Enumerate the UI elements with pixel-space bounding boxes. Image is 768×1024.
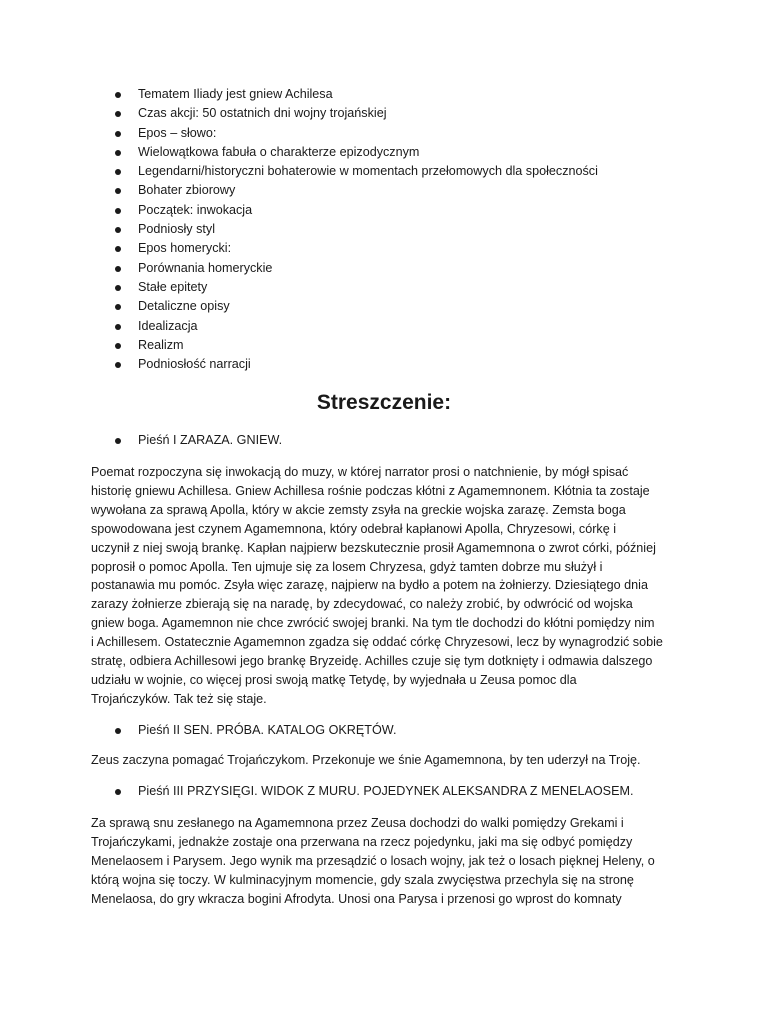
list-item-text: Podniosły styl xyxy=(138,222,215,237)
list-item-text: Epos homerycki: xyxy=(138,241,232,256)
paragraph-line: Menelaosa, do gry wkracza bogini Afrodyta. Unosi ona Parysa i przenosi go wprost do komnaty xyxy=(91,891,622,906)
list-item xyxy=(0,201,598,220)
section-paragraph xyxy=(91,463,691,709)
list-item-text: Realizm xyxy=(138,337,184,352)
section-title-text: Pieśń I ZARAZA. GNIEW. xyxy=(138,433,283,447)
list-item-text: Czas akcji: 50 ostatnich dni wojny trojańskiej xyxy=(138,106,387,121)
bullet-icon xyxy=(115,728,121,734)
paragraph-line: postanawia mu pomóc. Zsyła więc zarazę, najpierw na bydło a potem na żołnierzy. Dziesiątego dnia xyxy=(91,578,648,593)
section-title-list xyxy=(0,782,633,801)
bullet-icon xyxy=(115,131,121,137)
bullet-icon xyxy=(115,362,121,368)
paragraph-line: Trojańczyków. Tak też się staje. xyxy=(91,691,267,706)
list-item-text: Podniosłość narracji xyxy=(138,357,251,372)
list-item xyxy=(0,259,598,278)
paragraph-line: wywołana za sprawą Apolla, który w akcie zemsty zsyła na greckie wojska zarazę. Zemsta boga xyxy=(91,502,626,517)
paragraph-line: którą wojna się toczy. W kulminacyjnym momencie, gdy szala zwycięstwa przechyla się na stronę xyxy=(91,872,634,887)
bullet-icon xyxy=(115,789,121,795)
paragraph-line: zarazy żołnierze zbierają się na naradę, by zdecydować, co należy zrobić, by odwrócić od wojska xyxy=(91,597,633,612)
section-paragraph xyxy=(91,751,691,770)
paragraph-line: Zeus zaczyna pomagać Trojańczykom. Przekonuje we śnie Agamemnona, by ten uderzył na Troję. xyxy=(91,753,641,767)
section-title-text: Pieśń II SEN. PRÓBA. KATALOG OKRĘTÓW. xyxy=(138,723,397,737)
bullet-icon xyxy=(115,188,121,194)
bullet-icon xyxy=(115,208,121,214)
bullet-icon xyxy=(115,324,121,330)
intro-bullet-list xyxy=(0,85,598,374)
paragraph-line: spowodowana jest czynem Agamemnona, który odebrał kapłanowi Apolla, Chryzesowi, córkę i xyxy=(91,521,617,536)
paragraph-line: historię gniewu Achillesa. Gniew Achillesa rośnie podczas kłótni z Agamemnonem. Kłótnia ta zostaje xyxy=(91,483,650,498)
list-item-text: Początek: inwokacja xyxy=(138,202,253,217)
bullet-icon xyxy=(115,246,121,252)
bullet-icon xyxy=(115,285,121,291)
list-item-text: Detaliczne opisy xyxy=(138,299,230,314)
bullet-icon xyxy=(115,438,121,444)
paragraph-line: Poemat rozpoczyna się inwokacją do muzy, w której narrator prosi o natchnienie, by mógł spisać xyxy=(91,465,629,479)
list-item-text: Porównania homeryckie xyxy=(138,260,273,275)
list-item xyxy=(0,220,598,239)
paragraph-line: Trojańczykami, jednakże zostaje ona przerwana na rzecz pojedynku, jaki ma się odbyć pomiędzy xyxy=(91,834,633,849)
paragraph-line: gniew boga. Agamemnon nie chce zwrócić swojej branki. Na tym tle dochodzi do kłótni pomiędzy nim xyxy=(91,616,655,631)
list-item xyxy=(0,162,598,181)
list-item xyxy=(0,124,598,143)
list-item xyxy=(0,85,598,104)
paragraph-line: udziału w wojnie, co więcej prosi swoją matkę Tetydę, by wyjednała u Zeusa pomoc dla xyxy=(91,672,577,687)
paragraph-line: i Achillesem. Ostatecznie Agamemnon zgadza się oddać córkę Chryzesowi, lecz by wynagrodzić sobie xyxy=(91,635,663,650)
list-item-text: Legendarni/historyczni bohaterowie w momentach przełomowych dla społeczności xyxy=(138,164,598,179)
list-item-text: Tematem Iliady jest gniew Achilesa xyxy=(138,87,333,101)
list-item-text: Idealizacja xyxy=(138,318,198,333)
list-item-text: Bohater zbiorowy xyxy=(138,183,236,198)
bullet-icon xyxy=(115,227,121,233)
section-heading: Streszczenie: xyxy=(316,391,452,414)
section-title xyxy=(0,431,282,450)
bullet-icon xyxy=(115,304,121,310)
list-item xyxy=(0,239,598,258)
section-paragraph xyxy=(91,814,691,909)
paragraph-line: Menelaosem i Parysem. Jego wynik ma przesądzić o losach wojny, jak też o losach pięknej Heleny, o xyxy=(91,853,655,868)
list-item-text: Stałe epitety xyxy=(138,279,208,294)
bullet-icon xyxy=(115,169,121,175)
section-title-list xyxy=(0,431,282,450)
list-item xyxy=(0,336,598,355)
paragraph-line: Za sprawą snu zesłanego na Agamemnona przez Zeusa dochodzi do walki pomiędzy Grekami i xyxy=(91,816,624,830)
bullet-icon xyxy=(115,150,121,156)
list-item xyxy=(0,278,598,297)
list-item xyxy=(0,181,598,200)
paragraph-line: poprosił o pomoc Apolla. Ten ujmuje się za losem Chryzesa, gdyż tamten dobrze mu służył i xyxy=(91,559,603,574)
list-item xyxy=(0,104,598,123)
bullet-icon xyxy=(115,92,121,98)
list-item-text: Epos – słowo: xyxy=(138,125,217,140)
list-item xyxy=(0,317,598,336)
section-title-list xyxy=(0,721,396,740)
list-item xyxy=(0,297,598,316)
bullet-icon xyxy=(115,266,121,272)
paragraph-line: uczynił z niej swoją brankę. Kapłan najpierw bezskutecznie prosił Agamemnona o zwrot córki, później xyxy=(91,540,656,555)
section-title-text: Pieśń III PRZYSIĘGI. WIDOK Z MURU. POJEDYNEK ALEKSANDRA Z MENELAOSEM. xyxy=(138,784,634,798)
list-item-text: Wielowątkowa fabuła o charakterze epizodycznym xyxy=(138,144,420,159)
section-title xyxy=(0,782,633,801)
section-title xyxy=(0,721,396,740)
paragraph-line: stratę, odbiera Achillesowi jego brankę Bryzeidę. Achilles czuje się tym dotknięty i odmawia dalszego xyxy=(91,654,653,669)
list-item xyxy=(0,143,598,162)
bullet-icon xyxy=(115,343,121,349)
list-item xyxy=(0,355,598,374)
bullet-icon xyxy=(115,111,121,117)
